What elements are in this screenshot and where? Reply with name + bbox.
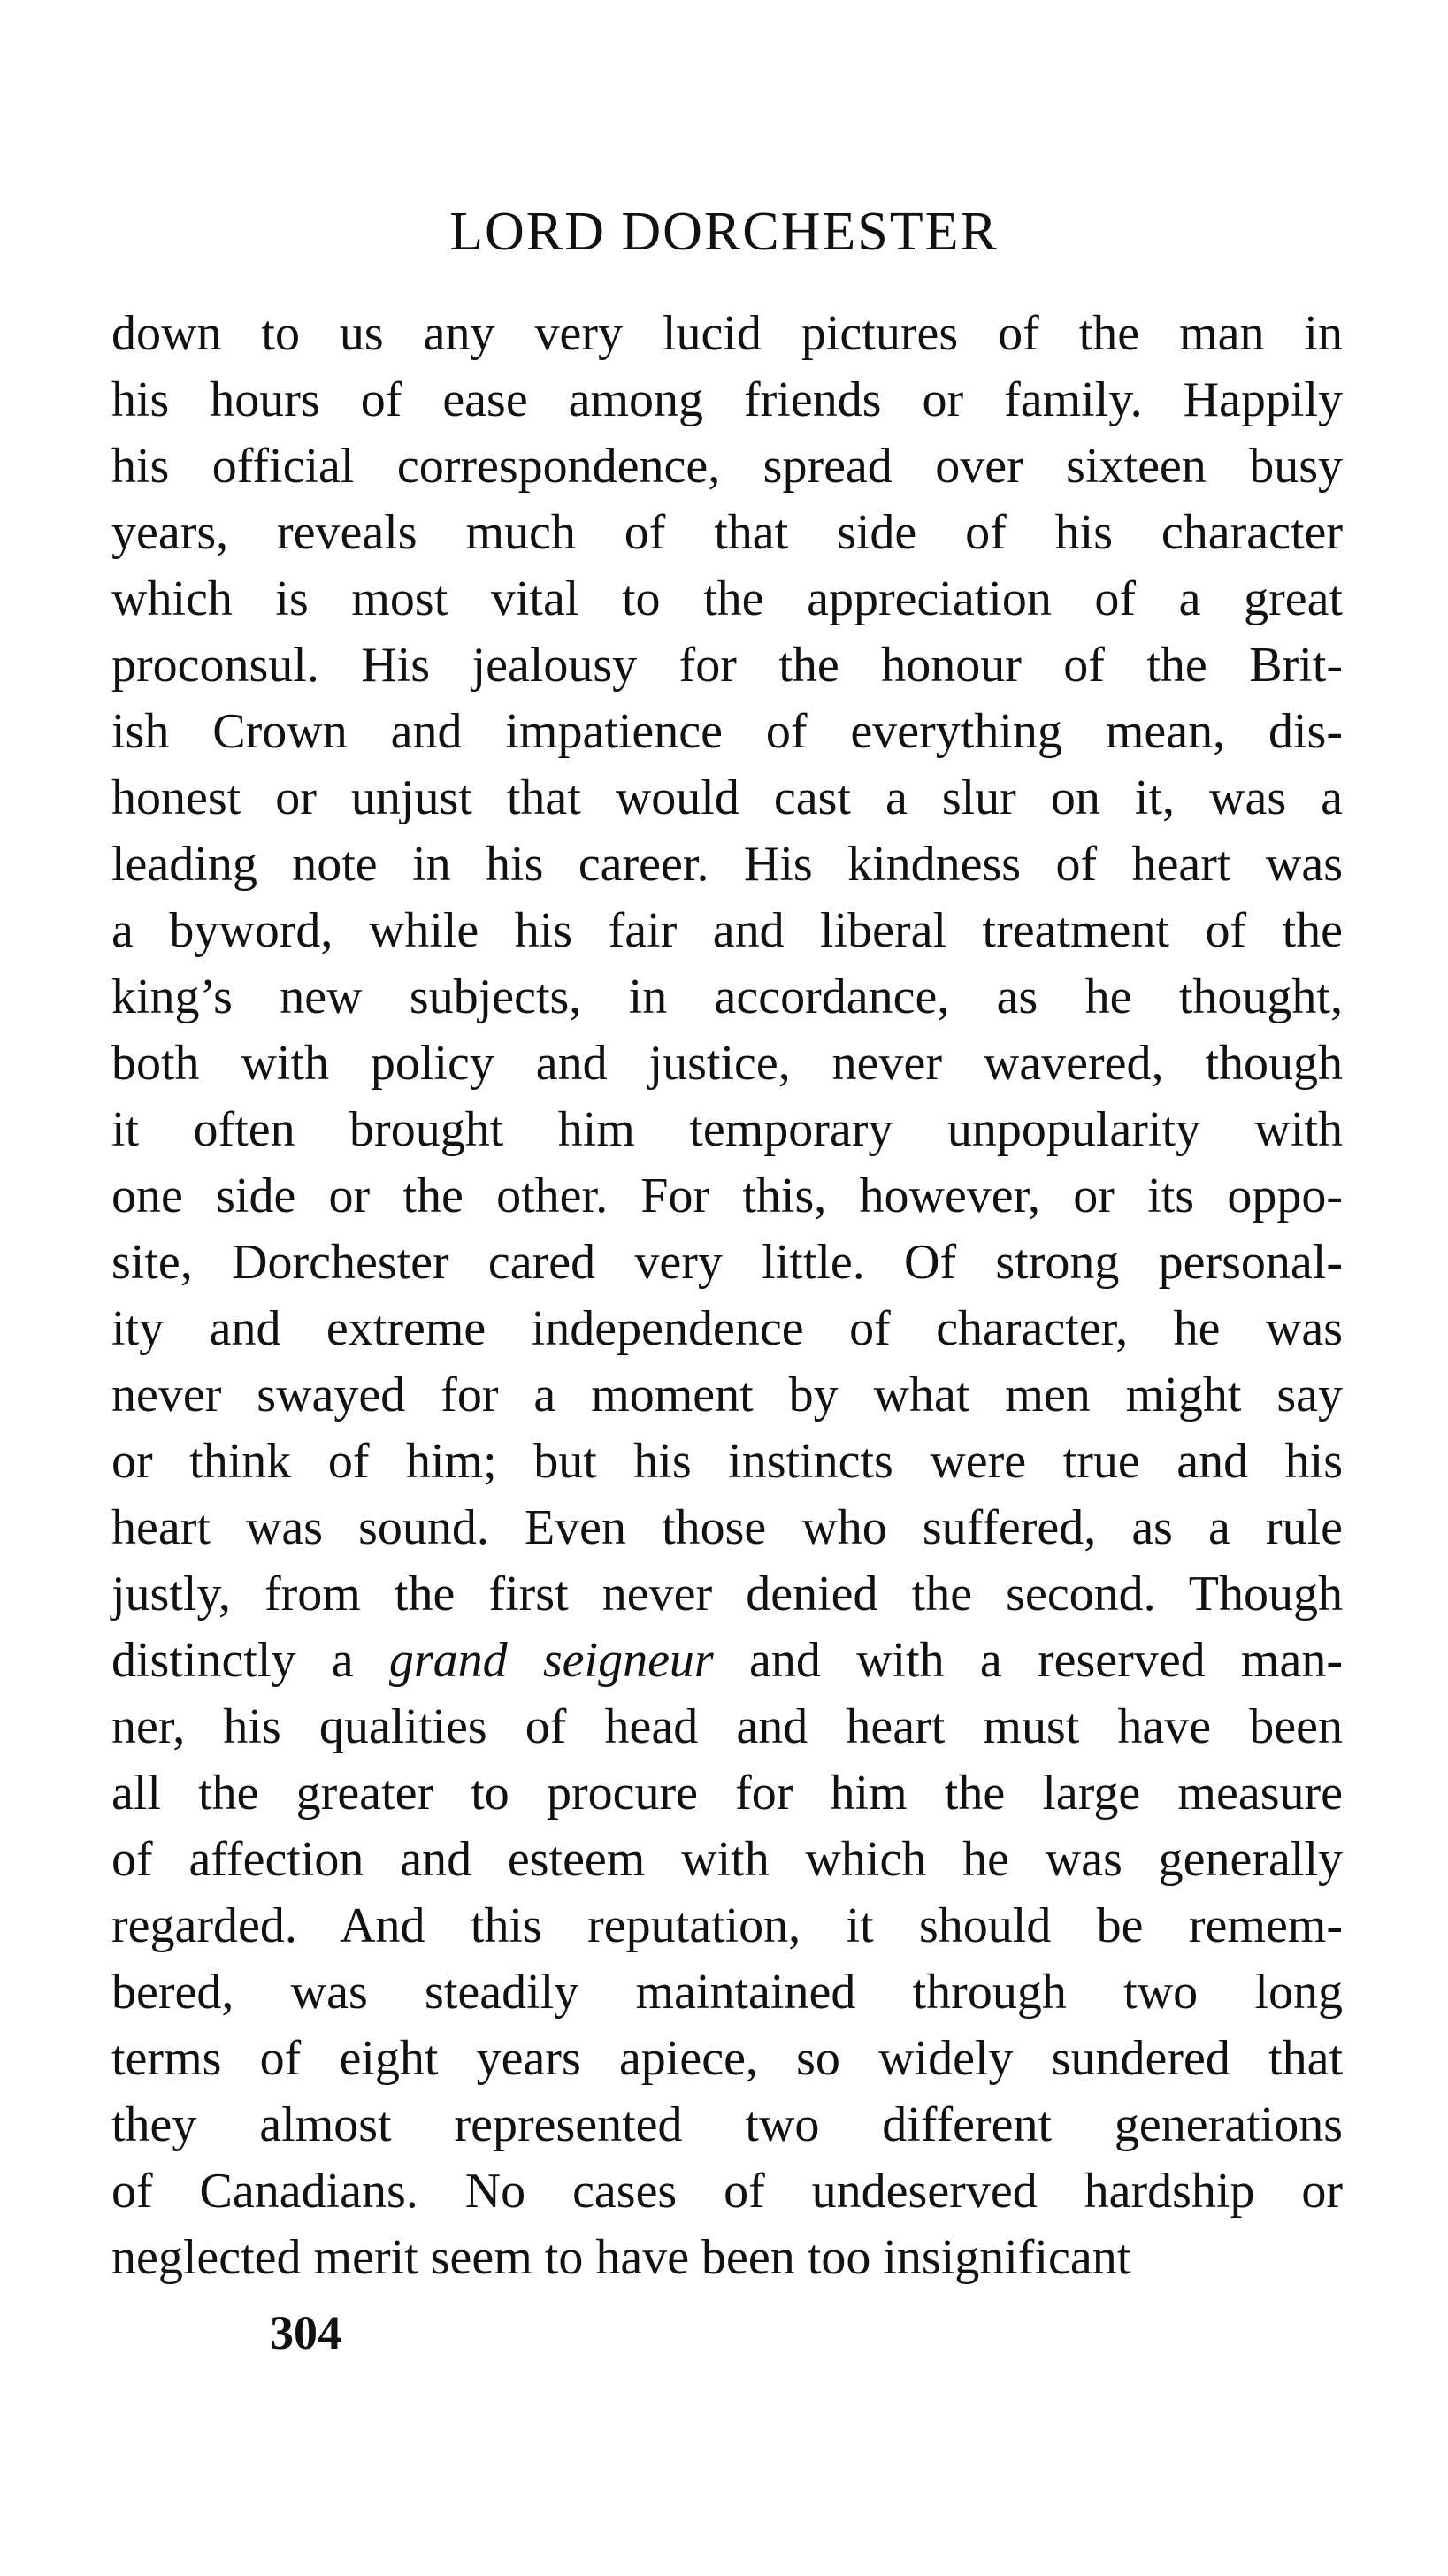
text-line-9: leading note in his career. His kindness of heart was: [111, 837, 1343, 892]
text-line-2: his hours of ease among friends or family. Happily: [111, 372, 1343, 427]
page-number: 304: [270, 2306, 341, 2359]
text-line-25: regarded. And this reputation, it should be remem-: [111, 1898, 1343, 1953]
body-text: [111, 301, 1343, 2291]
text-line-12: both with policy and justice, never wavered, though: [111, 1036, 1343, 1091]
text-line-4: years, reveals much of that side of his character: [111, 505, 1343, 560]
text-line-18: or think of him; but his instincts were true and his: [111, 1434, 1343, 1489]
text-line-17: never swayed for a moment by what men might say: [111, 1368, 1343, 1422]
text-line-19: heart was sound. Even those who suffered, as a rule: [111, 1500, 1343, 1555]
text-line-24: of affection and esteem with which he was generally: [111, 1832, 1343, 1887]
text-line-21: [111, 1628, 1343, 1694]
text-line-3: his official correspondence, spread over sixteen busy: [111, 439, 1343, 494]
text-line-28: they almost represented two different generations: [111, 2097, 1343, 2152]
text-line-7: ish Crown and impatience of everything mean, dis-: [111, 704, 1343, 759]
text-line-1: down to us any very lucid pictures of the man in: [111, 306, 1343, 361]
running-head: LORD DORCHESTER: [449, 202, 999, 262]
text-line-5: which is most vital to the appreciation of a great: [111, 571, 1343, 626]
text-line-11: king’s new subjects, in accordance, as he thought,: [111, 970, 1343, 1024]
text-line-10: a byword, while his fair and liberal treatment of the: [111, 903, 1343, 958]
text-line-29: of Canadians. No cases of undeserved hardship or: [111, 2164, 1343, 2219]
italic-line-before: distinctly a: [111, 1633, 389, 1688]
text-line-20: justly, from the first never denied the second. Though: [111, 1567, 1343, 1622]
text-line-27: terms of eight years apiece, so widely sundered that: [111, 2031, 1343, 2086]
italic-line-after: and with a reserved man-: [713, 1633, 1343, 1688]
text-line-13: it often brought him temporary unpopularity with: [111, 1102, 1343, 1157]
text-line-15: site, Dorchester cared very little. Of strong personal-: [111, 1235, 1343, 1290]
text-line-8: honest or unjust that would cast a slur on it, was a: [111, 770, 1343, 825]
text-line-26: bered, was steadily maintained through two long: [111, 1965, 1343, 2020]
text-line-16: ity and extreme independence of character, he was: [111, 1301, 1343, 1356]
italic-phrase: grand seigneur: [388, 1633, 714, 1688]
text-line-14: one side or the other. For this, however, or its oppo-: [111, 1169, 1343, 1223]
text-line-23: all the greater to procure for him the large measure: [111, 1766, 1343, 1821]
text-line-22: ner, his qualities of head and heart must have been: [111, 1699, 1343, 1754]
text-line-6: proconsul. His jealousy for the honour of the Brit-: [111, 638, 1343, 693]
text-line-30: neglected merit seem to have been too insignificant: [111, 2230, 1131, 2285]
